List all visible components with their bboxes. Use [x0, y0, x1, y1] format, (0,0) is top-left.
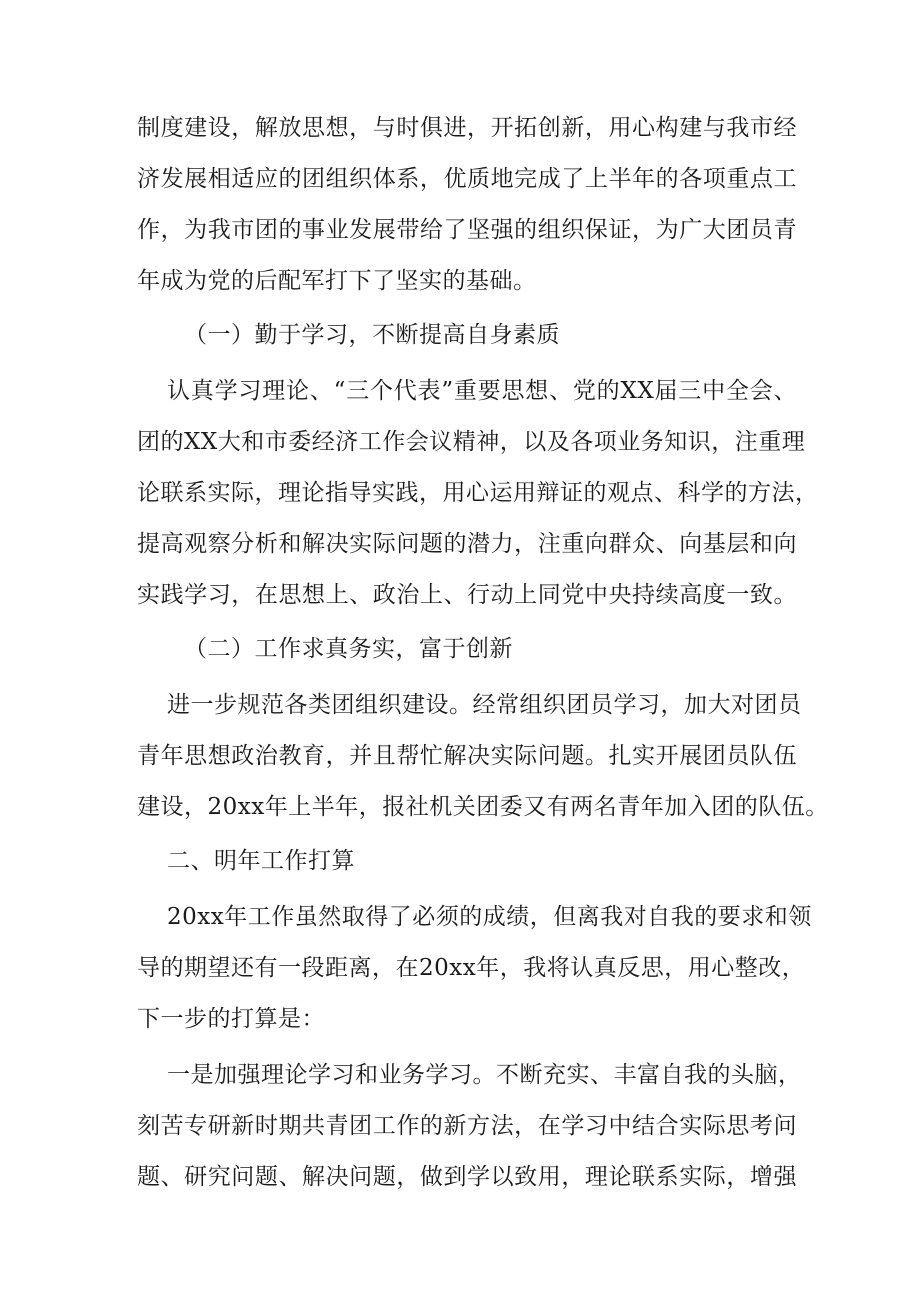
section-heading: （二）工作求真务实，富于创新	[184, 636, 513, 662]
paragraph-line: 认真学习理论、“三个代表”重要思想、党的XX届三中全会、	[167, 378, 797, 404]
paragraph-line: 下一步的打算是：	[137, 1006, 325, 1032]
paragraph-line: 一是加强理论学习和业务学习。不断充实、丰富自我的头脑，	[167, 1062, 802, 1088]
paragraph-line: 论联系实际，理论指导实践，用心运用辩证的观点、科学的方法，	[137, 480, 819, 506]
paragraph-line: 提高观察分析和解决实际问题的潜力，注重向群众、向基层和向	[137, 531, 797, 557]
paragraph-line: 进一步规范各类团组织建设。经常组织团员学习，加大对团员	[167, 692, 802, 718]
paragraph-line: 题、研究问题、解决问题，做到学以致用，理论联系实际，增强	[137, 1164, 797, 1190]
paragraph-line: 年成为党的后配军打下了坚实的基础。	[137, 268, 537, 294]
paragraph-line: 20xx年工作虽然取得了必须的成绩，但离我对自我的要求和领	[167, 904, 812, 930]
section-heading: 二、明年工作打算	[167, 848, 355, 874]
paragraph-line: 青年思想政治教育，并且帮忙解决实际问题。扎实开展团员队伍	[137, 743, 797, 769]
paragraph-line: 作，为我市团的事业发展带给了坚强的组织保证，为广大团员青	[137, 217, 797, 243]
paragraph-line: 制度建设，解放思想，与时俱进，开拓创新，用心构建与我市经	[137, 115, 797, 141]
paragraph-line: 团的XX大和市委经济工作会议精神，以及各项业务知识，注重理	[137, 429, 806, 455]
paragraph-line: 建设，20xx年上半年，报社机关团委又有两名青年加入团的队伍。	[137, 794, 829, 820]
paragraph-line: 济发展相适应的团组织体系，优质地完成了上半年的各项重点工	[137, 166, 797, 192]
section-heading: （一）勤于学习，不断提高自身素质	[184, 322, 560, 348]
paragraph-line: 导的期望还有一段距离，在20xx年，我将认真反思，用心整改，	[137, 955, 806, 981]
paragraph-line: 实践学习，在思想上、政治上、行动上同党中央持续高度一致。	[137, 582, 797, 608]
paragraph-line: 刻苦专研新时期共青团工作的新方法，在学习中结合实际思考问	[137, 1113, 797, 1139]
